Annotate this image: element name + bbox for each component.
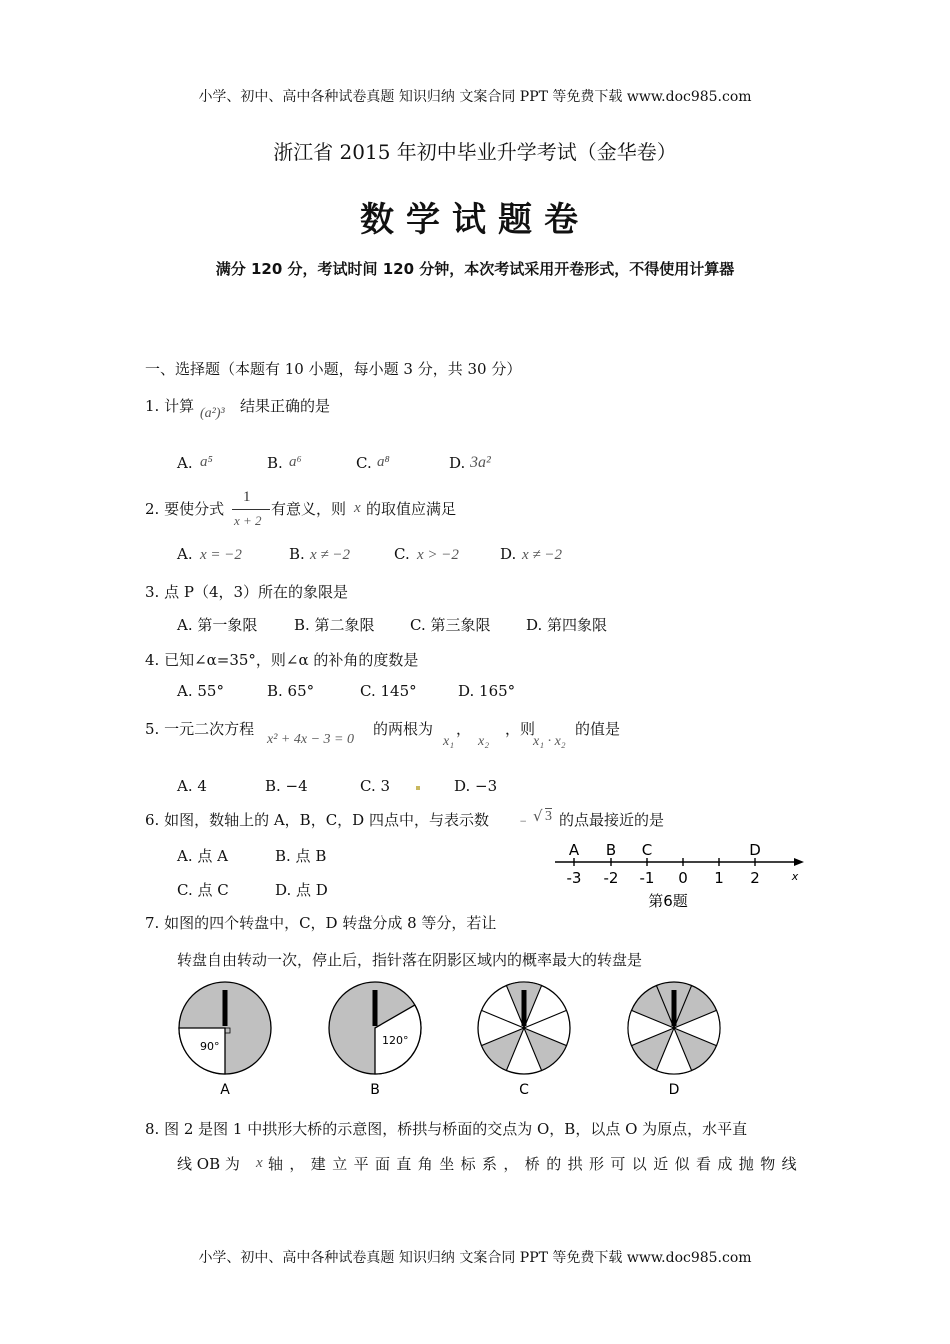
q1-stem-post: 结果正确的是 [240, 397, 331, 415]
spinner-a-angle: 90° [200, 1040, 220, 1053]
q1-option-c-label: C. [356, 454, 372, 472]
q4-option-d: D. 165° [458, 682, 516, 700]
spinner-d [628, 982, 720, 1098]
paper-title: 数学试题卷 [360, 200, 590, 240]
q2-variable: x [354, 500, 361, 516]
q5-equation: x² + 4x − 3 = 0 [267, 732, 354, 747]
stray-mark [416, 786, 420, 790]
q7-stem-cont: 转盘自由转动一次，停止后，指针落在阴影区域内的概率最大的转盘是 [177, 951, 643, 969]
q6-option-c: C. 点 C [177, 881, 229, 899]
q1-option-d-math: 3a² [470, 454, 491, 471]
q6-sqrt-sign: √ [533, 807, 543, 825]
point-label-c: C [641, 841, 653, 859]
q5-stem-mid: 的两根为 [373, 720, 434, 738]
q3-option-c: C. 第三象限 [410, 616, 491, 634]
exam-title: 浙江省 2015 年初中毕业升学考试（金华卷） [273, 140, 677, 164]
q6-radicand: 3 [545, 809, 552, 824]
q5-option-d: D. −3 [454, 777, 498, 795]
q5-option-a: A. 4 [177, 777, 207, 795]
q4-stem: 4. 已知∠α=35°，则∠α 的补角的度数是 [145, 651, 419, 669]
q1-option-c-math: a⁸ [377, 454, 390, 470]
exam-instructions: 满分 120 分，考试时间 120 分钟，本次考试采用开卷形式，不得使用计算器 [215, 260, 735, 278]
q6-stem-post: 的点最接近的是 [559, 811, 665, 829]
point-label-b: B [605, 841, 617, 859]
q5-product: x₁ · x₂ [533, 734, 566, 749]
page-header: 小学、初中、高中各种试卷真题 知识归纳 文案合同 PPT 等免费下载 www.doc985.com [198, 89, 752, 105]
figure-caption: 第6题 [648, 892, 688, 910]
point-label-a: A [568, 841, 580, 859]
spinner-pointer-icon [672, 990, 677, 1026]
spinner-b-label: B [370, 1082, 380, 1098]
section-heading: 一、选择题（本题有 10 小题，每小题 3 分，共 30 分） [145, 360, 522, 378]
q2-option-a-math: x = −2 [200, 547, 242, 563]
tick-label: -1 [639, 869, 655, 887]
axis-variable-label: x [791, 870, 799, 883]
q8-line-1: 8. 图 2 是图 1 中拱形大桥的示意图，桥拱与桥面的交点为 O，B，以点 O 为原点，水平直 [145, 1120, 748, 1138]
spinner-d-label: D [668, 1082, 680, 1098]
q5-comma: ， [456, 720, 472, 738]
tick-label: -2 [603, 869, 619, 887]
q6-option-b: B. 点 B [275, 847, 327, 865]
q5-root-2: x₂ [478, 734, 490, 749]
q3-option-b: B. 第二象限 [294, 616, 375, 634]
q8-line-2-post: 轴，建立平面直角坐标系，桥的拱形可以近似看成抛物线 [268, 1155, 804, 1173]
q6-stem-pre: 6. 如图，数轴上的 A，B，C，D 四点中，与表示数 [145, 811, 489, 829]
q2-option-d-label: D. [500, 545, 517, 563]
spinner-c-label: C [519, 1082, 529, 1098]
q2-stem-pre: 2. 要使分式 [145, 500, 225, 518]
spinner-a-label: A [220, 1082, 230, 1098]
q6-option-a: A. 点 A [177, 847, 228, 865]
spinner-pointer-icon [522, 990, 527, 1026]
q2-option-b-label: B. [289, 545, 305, 563]
spinner-pointer-icon [223, 990, 228, 1026]
q5-stem-pre: 5. 一元二次方程 [145, 720, 255, 738]
q2-option-c-math: x > −2 [417, 547, 459, 563]
q2-numerator: 1 [243, 489, 251, 505]
q2-denominator: x + 2 [234, 513, 262, 528]
q8-line-2-pre: 线 OB 为 [177, 1155, 240, 1173]
spinner-b-angle: 120° [382, 1034, 409, 1047]
tick-label: 0 [678, 869, 688, 887]
q3-option-a: A. 第一象限 [177, 616, 258, 634]
q5-stem-post: 的值是 [575, 720, 621, 738]
q6-minus-sign: − [519, 814, 528, 828]
q1-option-a-label: A. [177, 454, 193, 472]
q2-fraction-bar [232, 509, 270, 510]
q2-stem-post: 的取值应满足 [366, 500, 457, 518]
q6-option-d: D. 点 D [275, 881, 328, 899]
q2-option-b-math: x ≠ −2 [310, 547, 351, 563]
spinner-b [329, 982, 421, 1098]
q1-expression: (a²)³ [200, 406, 225, 421]
spinner-c [478, 982, 570, 1098]
point-label-d: D [749, 841, 761, 859]
q4-option-b: B. 65° [267, 682, 315, 700]
axis-arrow-icon [794, 858, 804, 866]
q3-option-d: D. 第四象限 [526, 616, 608, 634]
tick-label: -3 [566, 869, 582, 887]
q4-option-a: A. 55° [177, 682, 224, 700]
q5-option-c: C. 3 [360, 777, 391, 795]
spinners-figure [170, 976, 730, 1100]
tick-label: 1 [714, 869, 724, 887]
q2-option-d-math: x ≠ −2 [522, 547, 563, 563]
q7-stem: 7. 如图的四个转盘中，C，D 转盘分成 8 等分，若让 [145, 914, 497, 932]
q1-option-b-math: a⁶ [289, 454, 302, 470]
q1-option-b-label: B. [267, 454, 283, 472]
q1-option-a-math: a⁵ [200, 454, 213, 470]
q2-stem-mid: 有意义，则 [271, 500, 347, 518]
tick-label: 2 [750, 869, 760, 887]
q5-option-b: B. −4 [265, 777, 308, 795]
number-line-figure [550, 838, 810, 914]
q3-stem: 3. 点 P（4，3）所在的象限是 [145, 583, 349, 601]
q4-option-c: C. 145° [360, 682, 417, 700]
page-footer: 小学、初中、高中各种试卷真题 知识归纳 文案合同 PPT 等免费下载 www.doc985.com [198, 1250, 752, 1266]
q2-option-c-label: C. [394, 545, 410, 563]
q5-root-1: x₁ [443, 734, 455, 749]
q5-stem-then: ，则 [505, 720, 536, 738]
q8-variable: x [256, 1155, 263, 1171]
q2-option-a-label: A. [177, 545, 193, 563]
spinner-a [179, 982, 271, 1098]
spinner-pointer-icon [373, 990, 378, 1026]
q1-option-d-label: D. [449, 454, 466, 472]
q1-stem-pre: 1. 计算 [145, 397, 195, 415]
